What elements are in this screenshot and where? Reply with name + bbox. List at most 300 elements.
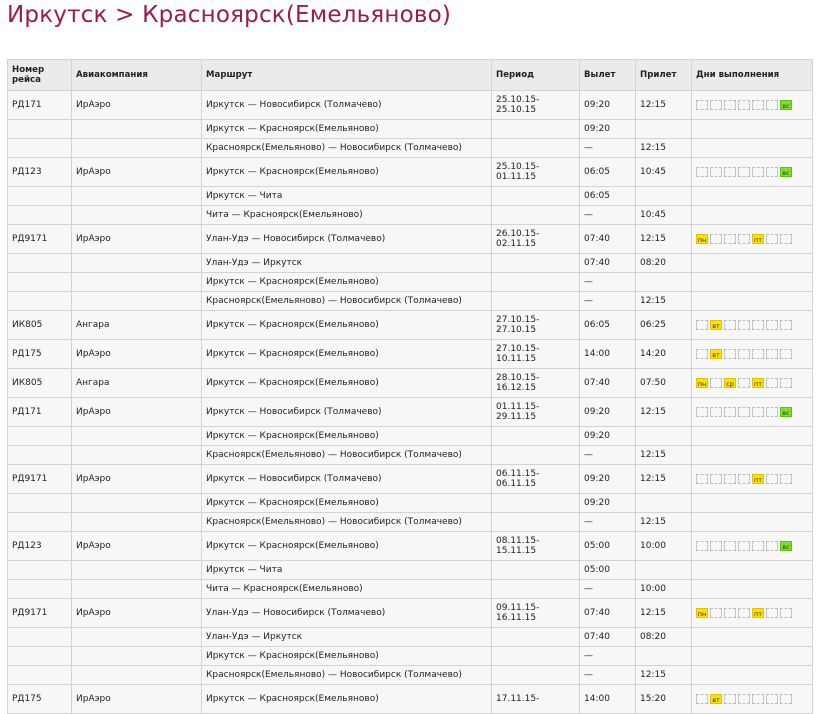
period-cell	[492, 647, 580, 666]
arrival-cell: 12:15	[636, 292, 692, 311]
period-cell: 09.11.15- 16.11.15	[492, 599, 580, 628]
route-cell: Иркутск — Чита	[202, 187, 492, 206]
day-indicator-пт: пт	[753, 379, 763, 388]
flight-number-cell: РД175	[8, 685, 72, 714]
flight-row	[8, 158, 813, 187]
route-cell: Иркутск — Новосибирск (Толмачево)	[202, 398, 492, 427]
segment-row	[8, 494, 813, 513]
flight-row	[8, 532, 813, 561]
day-indicator-ср: ср	[724, 378, 736, 388]
airline-cell: ИрАэро	[72, 225, 202, 254]
arrival-cell: 08:20	[636, 254, 692, 273]
arrival-cell: 12:15	[636, 666, 692, 685]
segment-row	[8, 666, 813, 685]
day-indicator-пт: пт	[753, 475, 763, 484]
arrival-cell: 10:00	[636, 532, 692, 561]
segment-row	[8, 273, 813, 292]
day-indicator-пн: пн	[697, 609, 707, 618]
day-indicator-пт	[752, 541, 764, 551]
departure-cell: 14:00	[580, 685, 636, 714]
period-cell	[492, 666, 580, 685]
days-cell	[692, 340, 813, 369]
airline-cell	[72, 273, 202, 292]
flight-number-cell: РД171	[8, 91, 72, 120]
airline-cell	[72, 494, 202, 513]
segment-row	[8, 647, 813, 666]
arrival-cell: 12:15	[636, 139, 692, 158]
route-cell: Иркутск — Чита	[202, 561, 492, 580]
flight-number-cell	[8, 427, 72, 446]
arrival-cell	[636, 427, 692, 446]
day-indicator-вт	[710, 100, 722, 110]
days-cell	[692, 628, 813, 647]
departure-cell: 06:05	[580, 187, 636, 206]
days-cell	[692, 446, 813, 465]
flight-number-cell	[8, 254, 72, 273]
day-indicator-вт: вт	[710, 349, 722, 359]
page-title: Иркутск > Красноярск(Емельяново)	[7, 2, 452, 28]
flight-number-cell: РД9171	[8, 599, 72, 628]
day-indicator-пт	[752, 407, 764, 417]
days-cell	[692, 120, 813, 139]
day-indicator-пн	[696, 407, 708, 417]
period-cell	[492, 139, 580, 158]
segment-row	[8, 206, 813, 225]
segment-row	[8, 187, 813, 206]
flight-row	[8, 91, 813, 120]
table-header-row	[8, 60, 813, 91]
segment-row	[8, 427, 813, 446]
airline-cell	[72, 292, 202, 311]
airline-cell	[72, 187, 202, 206]
departure-cell: 05:00	[580, 561, 636, 580]
day-indicator-чт	[738, 694, 750, 704]
route-cell: Красноярск(Емельяново) — Новосибирск (Толмачево)	[202, 292, 492, 311]
departure-cell: 09:20	[580, 120, 636, 139]
arrival-cell: 06:25	[636, 311, 692, 340]
arrival-cell: 12:15	[636, 91, 692, 120]
segment-row	[8, 446, 813, 465]
route-cell: Красноярск(Емельяново) — Новосибирск (Толмачево)	[202, 513, 492, 532]
arrival-cell	[636, 120, 692, 139]
days-cell	[692, 685, 813, 714]
days-cell	[692, 91, 813, 120]
day-indicator-вс: вс	[780, 541, 792, 551]
day-indicator-чт	[738, 407, 750, 417]
segment-row	[8, 628, 813, 647]
flight-number-cell: РД175	[8, 340, 72, 369]
route-cell: Иркутск — Красноярск(Емельяново)	[202, 120, 492, 139]
segment-row	[8, 139, 813, 158]
day-indicator-вт	[710, 474, 722, 484]
day-indicator-чт	[738, 608, 750, 618]
flight-row	[8, 311, 813, 340]
segment-row	[8, 580, 813, 599]
period-cell	[492, 494, 580, 513]
days-cell	[692, 225, 813, 254]
day-indicator-вс	[780, 608, 792, 618]
route-cell: Иркутск — Красноярск(Емельяново)	[202, 311, 492, 340]
departure-cell: —	[580, 273, 636, 292]
departure-cell: 09:20	[580, 465, 636, 494]
route-cell: Чита — Красноярск(Емельяново)	[202, 206, 492, 225]
days-cell	[692, 513, 813, 532]
period-cell: 01.11.15- 29.11.15	[492, 398, 580, 427]
segment-row	[8, 292, 813, 311]
day-indicator-сб	[766, 234, 778, 244]
flight-number-cell	[8, 273, 72, 292]
day-indicator-ср	[724, 608, 736, 618]
header-route[interactable]: Маршрут	[202, 60, 492, 91]
segment-row	[8, 561, 813, 580]
airline-cell: Ангара	[72, 311, 202, 340]
arrival-cell: 12:15	[636, 225, 692, 254]
departure-cell: 09:20	[580, 494, 636, 513]
departure-cell: —	[580, 666, 636, 685]
day-indicator-пн	[696, 100, 708, 110]
route-cell: Иркутск — Красноярск(Емельяново)	[202, 158, 492, 187]
departure-cell: —	[580, 580, 636, 599]
period-cell	[492, 580, 580, 599]
airline-cell: ИрАэро	[72, 91, 202, 120]
flight-row	[8, 369, 813, 398]
day-indicator-вс	[780, 694, 792, 704]
period-cell	[492, 292, 580, 311]
day-indicator-вт	[710, 541, 722, 551]
day-indicator-пт	[752, 167, 764, 177]
route-cell: Иркутск — Красноярск(Емельяново)	[202, 532, 492, 561]
days-cell	[692, 647, 813, 666]
route-cell: Иркутск — Красноярск(Емельяново)	[202, 340, 492, 369]
arrival-cell	[636, 273, 692, 292]
arrival-cell: 07:50	[636, 369, 692, 398]
flight-number-cell	[8, 206, 72, 225]
departure-cell: —	[580, 446, 636, 465]
flight-number-cell	[8, 561, 72, 580]
airline-cell: ИрАэро	[72, 465, 202, 494]
route-cell: Красноярск(Емельяново) — Новосибирск (Толмачево)	[202, 139, 492, 158]
day-indicator-сб	[766, 100, 778, 110]
flight-number-cell	[8, 187, 72, 206]
days-cell	[692, 561, 813, 580]
days-cell	[692, 187, 813, 206]
airline-cell: ИрАэро	[72, 599, 202, 628]
days-cell	[692, 139, 813, 158]
airline-cell: ИрАэро	[72, 532, 202, 561]
route-cell: Улан-Удэ — Новосибирск (Толмачево)	[202, 225, 492, 254]
days-cell	[692, 599, 813, 628]
airline-cell	[72, 446, 202, 465]
day-indicator-пт	[752, 694, 764, 704]
day-indicator-пн	[696, 320, 708, 330]
airline-cell: ИрАэро	[72, 340, 202, 369]
flight-number-cell	[8, 647, 72, 666]
route-cell: Иркутск — Красноярск(Емельяново)	[202, 494, 492, 513]
day-indicator-чт	[738, 349, 750, 359]
schedule-body	[8, 91, 813, 714]
period-cell	[492, 561, 580, 580]
segment-row	[8, 513, 813, 532]
departure-cell: —	[580, 513, 636, 532]
arrival-cell: 08:20	[636, 628, 692, 647]
period-cell: 25.10.15- 01.11.15	[492, 158, 580, 187]
route-cell: Красноярск(Емельяново) — Новосибирск (Толмачево)	[202, 446, 492, 465]
day-indicator-вт	[710, 234, 722, 244]
flight-number-cell: ИК805	[8, 369, 72, 398]
departure-cell: 07:40	[580, 369, 636, 398]
period-cell: 25.10.15- 25.10.15	[492, 91, 580, 120]
day-indicator-пн: пн	[697, 235, 707, 244]
days-cell	[692, 465, 813, 494]
departure-cell: 07:40	[580, 599, 636, 628]
period-cell: 27.10.15- 27.10.15	[492, 311, 580, 340]
route-cell: Улан-Удэ — Новосибирск (Толмачево)	[202, 599, 492, 628]
day-indicator-ср	[724, 349, 736, 359]
departure-cell: 09:20	[580, 91, 636, 120]
airline-cell	[72, 139, 202, 158]
departure-cell: 09:20	[580, 398, 636, 427]
day-indicator-пн: пн	[697, 379, 707, 388]
days-cell	[692, 311, 813, 340]
airline-cell: Ангара	[72, 369, 202, 398]
day-indicator-сб	[766, 320, 778, 330]
departure-cell: 07:40	[580, 225, 636, 254]
day-indicator-ср	[724, 474, 736, 484]
header-arrival[interactable]: Прилет	[636, 60, 692, 91]
day-indicator-пт: пт	[753, 609, 763, 618]
days-cell	[692, 494, 813, 513]
route-cell: Улан-Удэ — Иркутск	[202, 254, 492, 273]
day-indicator-пн	[696, 694, 708, 704]
period-cell	[492, 427, 580, 446]
schedule-table-container	[7, 59, 812, 714]
day-indicator-пт	[752, 349, 764, 359]
day-indicator-вт: вт	[710, 694, 722, 704]
day-indicator-сб	[766, 407, 778, 417]
day-indicator-вс	[780, 349, 792, 359]
flight-number-cell	[8, 446, 72, 465]
flight-number-cell	[8, 292, 72, 311]
header-airline[interactable]: Авиакомпания	[72, 60, 202, 91]
day-indicator-пт	[752, 320, 764, 330]
flight-row	[8, 599, 813, 628]
day-indicator-чт	[738, 474, 750, 484]
route-cell: Иркутск — Новосибирск (Толмачево)	[202, 91, 492, 120]
flight-number-cell	[8, 513, 72, 532]
airline-cell	[72, 427, 202, 446]
period-cell: 17.11.15-	[492, 685, 580, 714]
header-period[interactable]: Период	[492, 60, 580, 91]
flight-number-cell: ИК805	[8, 311, 72, 340]
arrival-cell	[636, 494, 692, 513]
airline-cell	[72, 206, 202, 225]
route-cell: Улан-Удэ — Иркутск	[202, 628, 492, 647]
days-cell	[692, 254, 813, 273]
day-indicator-сб	[766, 349, 778, 359]
airline-cell: ИрАэро	[72, 398, 202, 427]
day-indicator-вт	[710, 378, 722, 388]
arrival-cell: 12:15	[636, 446, 692, 465]
period-cell	[492, 254, 580, 273]
day-indicator-пн	[696, 474, 708, 484]
flight-row	[8, 225, 813, 254]
airline-cell	[72, 666, 202, 685]
arrival-cell	[636, 647, 692, 666]
day-indicator-пн	[696, 167, 708, 177]
day-indicator-вс: вс	[780, 100, 792, 110]
header-days[interactable]: Дни выполнения	[692, 60, 813, 91]
route-cell: Иркутск — Красноярск(Емельяново)	[202, 685, 492, 714]
arrival-cell: 12:15	[636, 465, 692, 494]
departure-cell: 05:00	[580, 532, 636, 561]
day-indicator-чт	[738, 234, 750, 244]
day-indicator-пн	[696, 541, 708, 551]
day-indicator-ср	[724, 100, 736, 110]
period-cell	[492, 273, 580, 292]
day-indicator-пт: пт	[753, 235, 763, 244]
day-indicator-вт	[710, 167, 722, 177]
flight-number-cell: РД123	[8, 532, 72, 561]
arrival-cell: 12:15	[636, 599, 692, 628]
day-indicator-пт	[752, 100, 764, 110]
period-cell	[492, 628, 580, 647]
departure-cell: —	[580, 206, 636, 225]
day-indicator-сб	[766, 541, 778, 551]
period-cell: 27.10.15- 10.11.15	[492, 340, 580, 369]
segment-row	[8, 120, 813, 139]
days-cell	[692, 292, 813, 311]
day-indicator-сб	[766, 378, 778, 388]
period-cell: 06.11.15- 06.11.15	[492, 465, 580, 494]
airline-cell	[72, 628, 202, 647]
airline-cell	[72, 513, 202, 532]
departure-cell: 06:05	[580, 311, 636, 340]
arrival-cell: 12:15	[636, 513, 692, 532]
day-indicator-вс	[780, 320, 792, 330]
route-cell: Иркутск — Новосибирск (Толмачево)	[202, 465, 492, 494]
flight-number-cell	[8, 666, 72, 685]
day-indicator-сб	[766, 694, 778, 704]
departure-cell: 09:20	[580, 427, 636, 446]
day-indicator-чт	[738, 541, 750, 551]
day-indicator-ср	[724, 694, 736, 704]
day-indicator-сб	[766, 608, 778, 618]
days-cell	[692, 398, 813, 427]
day-indicator-чт	[738, 378, 750, 388]
period-cell	[492, 120, 580, 139]
days-cell	[692, 427, 813, 446]
period-cell	[492, 187, 580, 206]
days-cell	[692, 369, 813, 398]
period-cell	[492, 513, 580, 532]
days-cell	[692, 206, 813, 225]
flight-row	[8, 398, 813, 427]
days-cell	[692, 532, 813, 561]
day-indicator-пн	[696, 349, 708, 359]
route-cell: Чита — Красноярск(Емельяново)	[202, 580, 492, 599]
airline-cell	[72, 120, 202, 139]
departure-cell: —	[580, 139, 636, 158]
departure-cell: —	[580, 292, 636, 311]
period-cell	[492, 446, 580, 465]
arrival-cell: 10:45	[636, 206, 692, 225]
day-indicator-вт: вт	[710, 320, 722, 330]
flight-number-cell: РД123	[8, 158, 72, 187]
flight-number-cell	[8, 139, 72, 158]
day-indicator-вс: вс	[780, 407, 792, 417]
airline-cell	[72, 647, 202, 666]
segment-row	[8, 254, 813, 273]
airline-cell	[72, 580, 202, 599]
arrival-cell: 10:00	[636, 580, 692, 599]
day-indicator-вс	[780, 474, 792, 484]
day-indicator-вт	[710, 407, 722, 417]
flight-row	[8, 465, 813, 494]
day-indicator-сб	[766, 474, 778, 484]
days-cell	[692, 158, 813, 187]
arrival-cell	[636, 187, 692, 206]
flight-number-cell	[8, 580, 72, 599]
route-cell: Иркутск — Красноярск(Емельяново)	[202, 427, 492, 446]
flight-number-cell	[8, 120, 72, 139]
day-indicator-вс: вс	[780, 167, 792, 177]
arrival-cell	[636, 561, 692, 580]
departure-cell: 06:05	[580, 158, 636, 187]
day-indicator-вт	[710, 608, 722, 618]
flight-number-cell	[8, 494, 72, 513]
departure-cell: —	[580, 647, 636, 666]
flight-row	[8, 685, 813, 714]
flight-row	[8, 340, 813, 369]
route-cell: Иркутск — Красноярск(Емельяново)	[202, 369, 492, 398]
day-indicator-ср	[724, 407, 736, 417]
arrival-cell: 12:15	[636, 398, 692, 427]
period-cell: 08.11.15- 15.11.15	[492, 532, 580, 561]
airline-cell: ИрАэро	[72, 158, 202, 187]
departure-cell: 14:00	[580, 340, 636, 369]
day-indicator-чт	[738, 320, 750, 330]
period-cell: 26.10.15- 02.11.15	[492, 225, 580, 254]
arrival-cell: 14:20	[636, 340, 692, 369]
header-flight[interactable]: Номер рейса	[8, 60, 72, 91]
airline-cell: ИрАэро	[72, 685, 202, 714]
day-indicator-ср	[724, 234, 736, 244]
header-departure[interactable]: Вылет	[580, 60, 636, 91]
day-indicator-ср	[724, 167, 736, 177]
flight-number-cell	[8, 628, 72, 647]
arrival-cell: 15:20	[636, 685, 692, 714]
day-indicator-ср	[724, 320, 736, 330]
period-cell: 28.10.15- 16.12.15	[492, 369, 580, 398]
airline-cell	[72, 254, 202, 273]
airline-cell	[72, 561, 202, 580]
route-cell: Иркутск — Красноярск(Емельяново)	[202, 273, 492, 292]
day-indicator-вс	[780, 234, 792, 244]
days-cell	[692, 273, 813, 292]
flight-number-cell: РД171	[8, 398, 72, 427]
departure-cell: 07:40	[580, 254, 636, 273]
day-indicator-чт	[738, 167, 750, 177]
arrival-cell: 10:45	[636, 158, 692, 187]
schedule-table	[7, 59, 813, 714]
departure-cell: 07:40	[580, 628, 636, 647]
route-cell: Иркутск — Красноярск(Емельяново)	[202, 647, 492, 666]
flight-number-cell: РД9171	[8, 225, 72, 254]
route-cell: Красноярск(Емельяново) — Новосибирск (Толмачево)	[202, 666, 492, 685]
days-cell	[692, 666, 813, 685]
day-indicator-ср	[724, 541, 736, 551]
days-cell	[692, 580, 813, 599]
